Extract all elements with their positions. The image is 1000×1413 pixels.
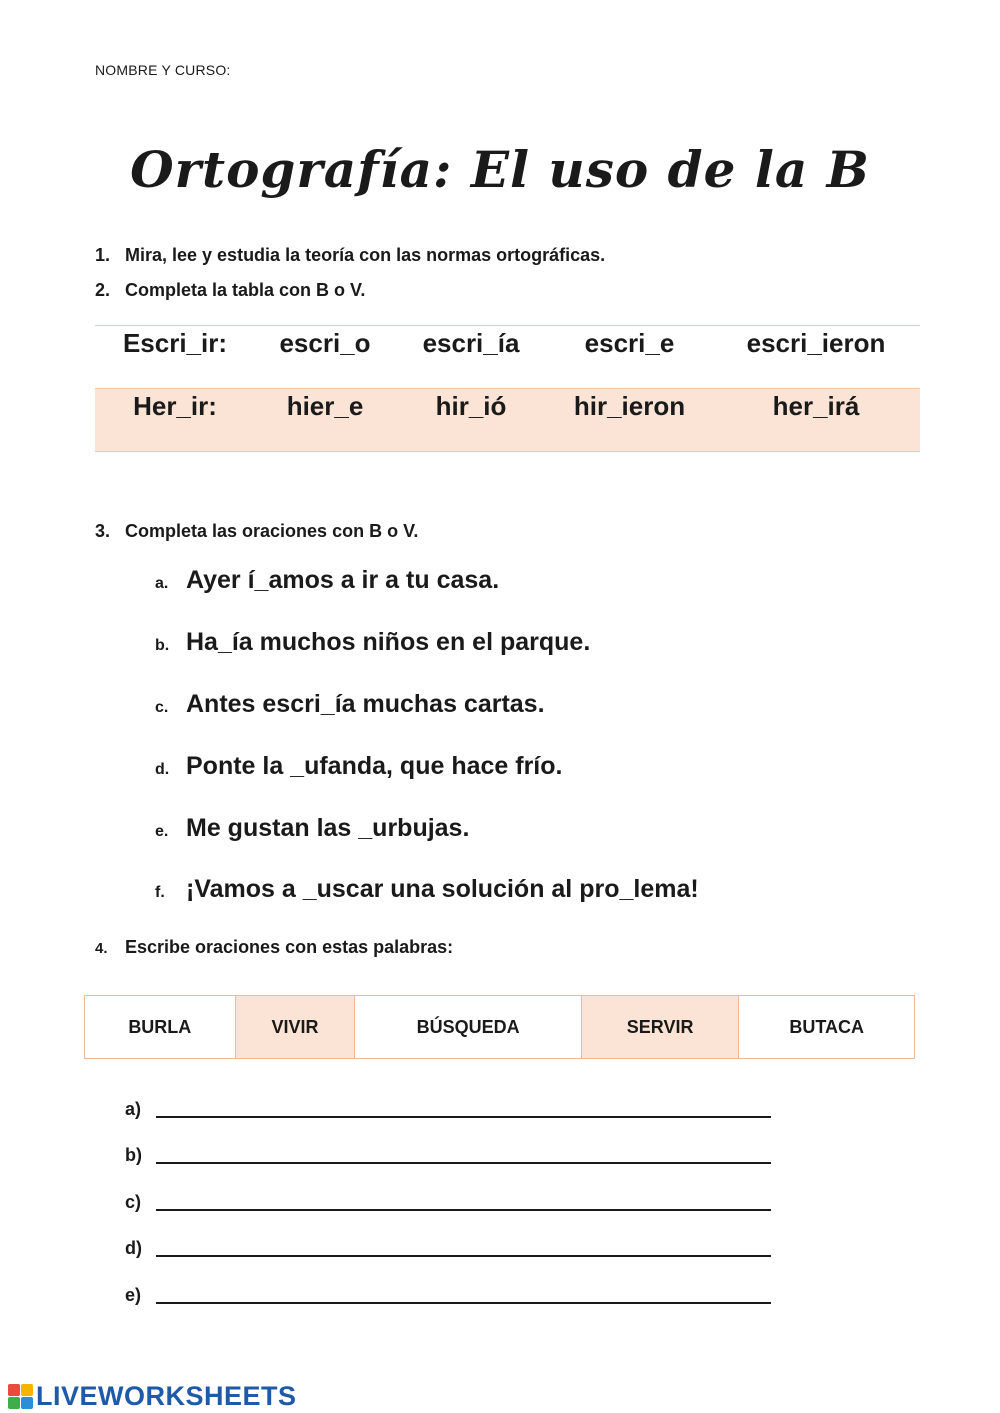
instruction-number: 1. [95,245,111,265]
word-cell-servir: SERVIR [582,996,740,1058]
sentence-letter: b. [155,637,170,654]
sentence-text: Ha_ía muchos niños en el parque. [186,628,591,656]
instruction-1 [95,245,605,266]
answer-input-d[interactable] [156,1255,771,1257]
sentence-letter: e. [155,823,169,840]
liveworksheets-icon [8,1384,34,1410]
table-cell[interactable]: Her_ir: [133,391,217,421]
table-cell[interactable]: escri_e [584,328,675,358]
instruction-4 [95,937,453,958]
instruction-number: 2. [95,280,111,300]
answer-line-e [125,1285,156,1306]
answer-label: c) [125,1192,142,1212]
sentence-letter: f. [155,884,165,901]
sentence-letter: a. [155,575,169,592]
sentence-text: Ponte la _ufanda, que hace frío. [186,752,563,780]
sentence-text: Me gustan las _urbujas. [186,814,470,842]
word-cell-burla: BURLA [85,996,236,1058]
table-cell[interactable]: hier_e [286,391,364,421]
instruction-number: 3. [95,521,111,541]
table-cell[interactable]: hir_ió [435,391,507,421]
answer-input-c[interactable] [156,1209,771,1211]
instruction-2 [95,280,365,301]
answer-line-b [125,1145,156,1166]
instruction-text: Mira, lee y estudia la teoría con las normas ortográficas. [125,245,606,265]
sentence-b[interactable] [155,628,590,657]
sentence-text: ¡Vamos a _uscar una solución al pro_lema! [186,875,699,903]
table-cell[interactable]: hir_ieron [573,391,686,421]
answer-label: a) [125,1099,142,1119]
table-cell[interactable]: escri_o [279,328,371,358]
answer-input-b[interactable] [156,1162,771,1164]
verb-table-row-herir [95,388,920,452]
sentence-e[interactable] [155,814,469,843]
word-table [84,995,915,1059]
sentence-text: Ayer í_amos a ir a tu casa. [186,566,500,594]
instruction-text: Completa las oraciones con B o V. [125,521,419,541]
instruction-text: Escribe oraciones con estas palabras: [125,937,454,957]
answer-line-d [125,1238,156,1259]
liveworksheets-logo [8,1381,297,1412]
instruction-3 [95,521,418,542]
table-cell[interactable]: escri_ía [422,328,520,358]
verb-table-row-escribir [95,325,920,388]
sentence-letter: d. [155,761,170,778]
sentence-a[interactable] [155,566,499,595]
brand-name: LIVEWORKSHEETS [36,1381,297,1411]
answer-input-e[interactable] [156,1302,771,1304]
word-cell-vivir: VIVIR [236,996,356,1058]
page-title: Ortografía: El uso de la B [130,140,870,199]
table-cell[interactable]: Escri_ir: [122,328,228,358]
sentence-text: Antes escri_ía muchas cartas. [186,690,545,718]
name-course-label: NOMBRE Y CURSO: [95,62,231,78]
answer-label: d) [125,1238,142,1258]
table-cell[interactable]: escri_ieron [746,328,886,358]
answer-line-a [125,1099,156,1120]
answer-label: b) [125,1145,142,1165]
answer-input-a[interactable] [156,1116,771,1118]
answer-label: e) [125,1285,142,1305]
sentence-f[interactable] [155,875,699,904]
instruction-text: Completa la tabla con B o V. [125,280,366,300]
instruction-number: 4. [95,940,108,957]
answer-line-c [125,1192,156,1213]
sentence-d[interactable] [155,752,562,781]
word-cell-busqueda: BÚSQUEDA [355,996,581,1058]
sentence-letter: c. [155,699,169,716]
word-cell-butaca: BUTACA [789,1016,865,1037]
table-cell[interactable]: her_irá [772,391,860,421]
sentence-c[interactable] [155,690,545,719]
